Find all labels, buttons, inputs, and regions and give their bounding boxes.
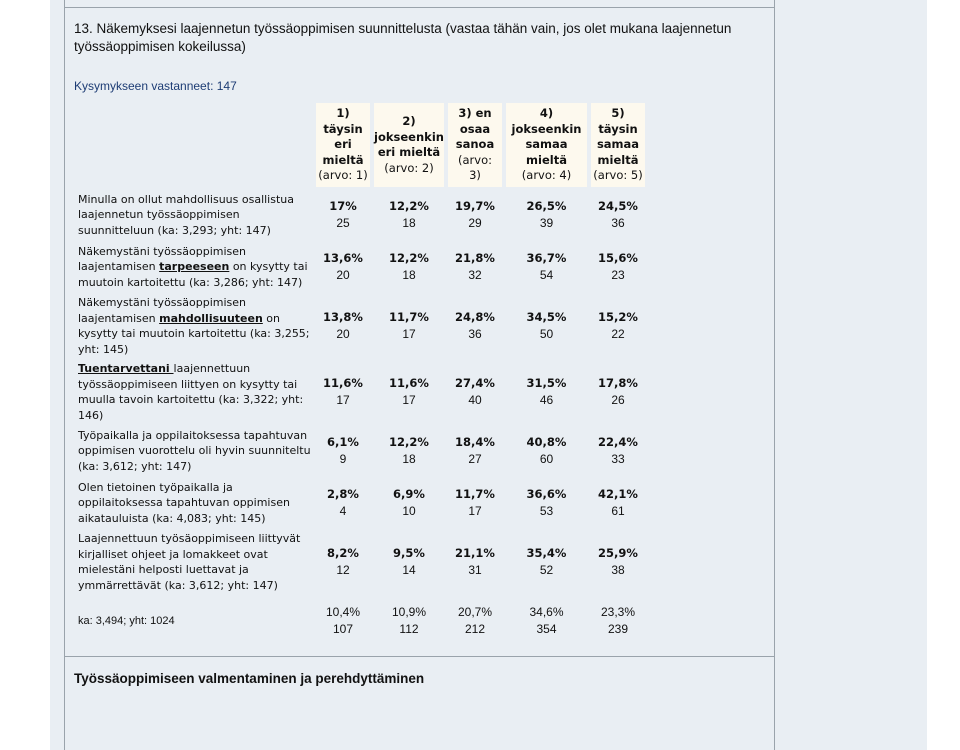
percentage-value: 35,4% [526, 546, 567, 560]
percentage-value: 8,2% [327, 546, 359, 560]
count-value: 38 [611, 563, 625, 577]
count-value: 9 [339, 452, 347, 466]
statement-text: Minulla on ollut mahdollisuus osallistua laajennetun työssäoppimisen suunnitteluun [78, 192, 294, 237]
count-value: 61 [611, 504, 625, 518]
percentage-value: 6,1% [327, 435, 359, 449]
result-cell [591, 191, 645, 239]
count-value: 4 [339, 504, 347, 518]
percentage-value: 40,8% [526, 435, 567, 449]
statement-label [76, 427, 312, 475]
respondent-count: Kysymykseen vastanneet: 147 [74, 79, 237, 93]
page-margin-left [0, 0, 50, 750]
table-row [76, 479, 645, 527]
page-margin-right [927, 0, 960, 750]
result-cell [591, 295, 645, 357]
count-value: 20 [336, 327, 350, 341]
count-value: 46 [539, 393, 554, 407]
table-row [76, 361, 645, 423]
statement-label [76, 531, 312, 593]
count-value: 17 [402, 327, 416, 341]
percentage-value: 15,2% [598, 310, 638, 324]
result-cell [506, 531, 587, 593]
result-cell [448, 243, 502, 291]
header-empty-cell [76, 103, 312, 187]
count-value: 60 [539, 452, 554, 466]
statement-text: Näkemystäni työssäoppimisen laajentamisen [78, 296, 246, 325]
result-cell [448, 531, 502, 593]
result-cell [374, 531, 444, 593]
count-value: 26 [611, 393, 625, 407]
count-value: 53 [539, 504, 554, 518]
percentage-value: 11,7% [455, 487, 495, 501]
total-percentage: 10,9% [391, 605, 427, 619]
next-section-title: Työssäoppimiseen valmentaminen ja perehdyttäminen [74, 671, 425, 686]
statement-label [76, 361, 312, 423]
count-value: 12 [336, 563, 350, 577]
result-cell [316, 427, 370, 475]
count-value: 22 [611, 327, 625, 341]
count-value: 31 [468, 563, 482, 577]
table-row [76, 531, 645, 593]
total-percentage: 34,6% [529, 605, 564, 619]
percentage-value: 12,2% [389, 251, 429, 265]
percentage-value: 11,6% [389, 376, 429, 390]
count-value: 36 [611, 216, 625, 230]
count-value: 25 [336, 216, 350, 230]
result-cell [591, 361, 645, 423]
statement-text: Työpaikalla ja oppilaitoksessa tapahtuvan oppimisen vuorottelu oli hyvin suunniteltu (ka: 3,612; yht: 147) [78, 428, 311, 473]
total-cell [374, 597, 444, 645]
statement-text: Olen tietoinen työpaikalla ja oppilaitoksessa tapahtuvan oppimisen aikatauluista (ka: 4,083; yht: 145) [78, 480, 290, 525]
table-row [76, 243, 645, 291]
result-cell [506, 427, 587, 475]
count-value: 10 [402, 504, 416, 518]
count-value: 18 [402, 452, 416, 466]
statement-text: on kysytty tai muutoin kartoitettu (ka: 3,286; yht: 147) [78, 260, 308, 289]
percentage-value: 2,8% [327, 487, 359, 501]
percentage-value: 36,6% [526, 487, 567, 501]
statement-emphasis: mahdollisuuteen [159, 311, 263, 325]
percentage-value: 9,5% [393, 546, 425, 560]
column-header-4: 4) jokseenkin samaa mieltä (arvo: 4) [506, 103, 587, 187]
percentage-value: 21,8% [455, 251, 495, 265]
divider-top [64, 7, 775, 8]
statement-label [76, 295, 312, 357]
result-cell [448, 361, 502, 423]
total-count: 112 [399, 622, 419, 636]
result-cell [374, 361, 444, 423]
column-header-3: 3) en osaa sanoa (arvo: 3) [448, 103, 502, 187]
divider-bottom [64, 656, 775, 657]
count-value: 29 [468, 216, 482, 230]
count-value: 17 [402, 393, 416, 407]
result-cell [506, 479, 587, 527]
result-cell [374, 427, 444, 475]
result-cell [316, 243, 370, 291]
percentage-value: 12,2% [389, 199, 429, 213]
header-row [76, 103, 645, 187]
total-count: 239 [607, 622, 629, 636]
result-cell [506, 243, 587, 291]
total-count: 212 [464, 622, 486, 636]
total-cell [316, 597, 370, 645]
count-value: 20 [336, 268, 350, 282]
column-header-5: 5) täysin samaa mieltä (arvo: 5) [591, 103, 645, 187]
total-percentage: 23,3% [600, 605, 636, 619]
total-count: 107 [332, 622, 354, 636]
count-value: 40 [468, 393, 482, 407]
count-value: 14 [402, 563, 416, 577]
result-cell [591, 243, 645, 291]
percentage-value: 27,4% [455, 376, 495, 390]
percentage-value: 11,6% [323, 376, 363, 390]
total-percentage: 10,4% [325, 605, 361, 619]
count-value: 33 [611, 452, 625, 466]
statement-emphasis: tarpeeseen [159, 260, 230, 274]
result-cell [316, 361, 370, 423]
result-cell [374, 243, 444, 291]
result-cell [591, 531, 645, 593]
total-count: 354 [536, 622, 557, 636]
percentage-value: 26,5% [526, 199, 567, 213]
total-row [76, 597, 645, 645]
percentage-value: 17% [329, 199, 357, 213]
count-value: 18 [402, 268, 416, 282]
percentage-value: 21,1% [455, 546, 495, 560]
result-cell [506, 361, 587, 423]
percentage-value: 34,5% [526, 310, 567, 324]
count-value: 52 [539, 563, 554, 577]
count-value: 18 [402, 216, 416, 230]
table-row [76, 191, 645, 239]
percentage-value: 36,7% [526, 251, 567, 265]
count-value: 36 [468, 327, 482, 341]
percentage-value: 15,6% [598, 251, 638, 265]
percentage-value: 18,4% [455, 435, 495, 449]
count-value: 50 [539, 327, 554, 341]
count-value: 39 [539, 216, 554, 230]
result-cell [374, 295, 444, 357]
statement-text: Laajennettuun työsäoppimiseen liittyvät kirjalliset ohjeet ja lomakkeet ovat mielestäni helposti luettavat ja ymmärrettävät (ka: 3,612; yht: 147) [78, 532, 301, 592]
percentage-value: 24,8% [455, 310, 495, 324]
percentage-value: 42,1% [598, 487, 638, 501]
total-label: ka: 3,494; yht: 1024 [78, 615, 175, 627]
statement-emphasis: Tuentarvettani [78, 362, 174, 375]
results-table [72, 99, 649, 649]
statement-label [76, 479, 312, 527]
percentage-value: 17,8% [598, 376, 638, 390]
count-value: 23 [611, 268, 625, 282]
statement-label [76, 191, 312, 239]
count-value: 32 [468, 268, 482, 282]
count-value: 54 [539, 268, 554, 282]
percentage-value: 6,9% [393, 487, 425, 501]
count-value: 17 [468, 504, 482, 518]
question-title: 13. Näkemyksesi laajennetun työssäoppimisen suunnittelusta (vastaa tähän vain, jos olet mukana laajennetun työssäoppimisen kokeilussa) [74, 21, 732, 54]
count-value: 17 [336, 393, 350, 407]
count-value: 27 [468, 452, 482, 466]
result-cell [316, 479, 370, 527]
total-cell [506, 597, 587, 645]
percentage-value: 13,8% [323, 310, 363, 324]
percentage-value: 31,5% [526, 376, 567, 390]
result-cell [448, 191, 502, 239]
statement-text: (ka: 3,293; yht: 147) [154, 223, 271, 237]
table-row [76, 427, 645, 475]
statement-label [76, 243, 312, 291]
total-cell [448, 597, 502, 645]
result-cell [591, 427, 645, 475]
percentage-value: 12,2% [389, 435, 429, 449]
percentage-value: 22,4% [598, 435, 638, 449]
statement-text: laajennettuun työssäoppimiseen liittyen on kysytty tai muulla tavoin kartoitettu (ka: 3,322; yht: 146) [78, 362, 304, 422]
result-cell [316, 531, 370, 593]
result-cell [506, 191, 587, 239]
table-row [76, 295, 645, 357]
statement-text: Näkemystäni työssäoppimisen laajentamisen [78, 244, 246, 274]
result-cell [448, 479, 502, 527]
result-cell [591, 479, 645, 527]
result-cell [448, 295, 502, 357]
result-cell [374, 191, 444, 239]
percentage-value: 24,5% [598, 199, 638, 213]
percentage-value: 19,7% [455, 199, 495, 213]
percentage-value: 13,6% [323, 251, 363, 265]
percentage-value: 25,9% [598, 546, 638, 560]
result-cell [316, 295, 370, 357]
result-cell [316, 191, 370, 239]
total-percentage: 20,7% [457, 605, 493, 619]
percentage-value: 11,7% [389, 310, 429, 324]
result-cell [374, 479, 444, 527]
column-header-2: 2) jokseenkin eri mieltä (arvo: 2) [374, 103, 444, 187]
result-cell [506, 295, 587, 357]
result-cell [448, 427, 502, 475]
total-cell [591, 597, 645, 645]
column-header-1: 1) täysin eri mieltä (arvo: 1) [316, 103, 370, 187]
statement-text: on kysytty tai muutoin kartoitettu (ka: 3,255; yht: 145) [78, 311, 310, 356]
